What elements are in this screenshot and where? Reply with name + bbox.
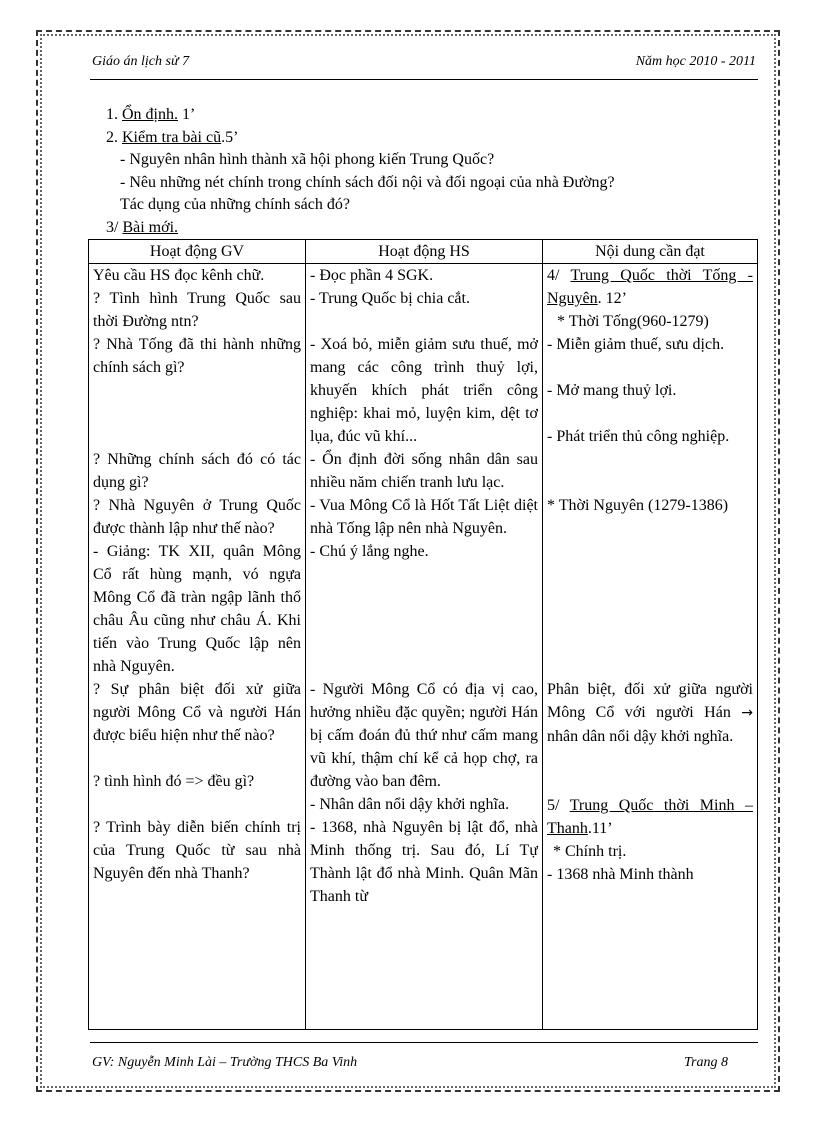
gv-8: ? tình hình đó => đều gì? (93, 773, 255, 790)
header-rule (90, 79, 758, 80)
hs-8: - Nhân dân nổi dậy khởi nghĩa. (310, 796, 510, 813)
table-row (89, 264, 758, 1030)
header-subject: Giáo án lịch sử 7 (92, 54, 190, 69)
student-activity-cell (306, 264, 543, 1030)
stabilize-label: Ổn định. (122, 106, 178, 123)
hs-2: - Trung Quốc bị chia cắt. (310, 290, 470, 307)
header-school-year: Năm học 2010 - 2011 (635, 54, 756, 69)
review-label: Kiểm tra bài cũ (122, 128, 222, 146)
hs-1: - Đọc phần 4 SGK. (310, 267, 434, 284)
new-lesson-label: Bài mới. (122, 218, 179, 236)
col-header-content: Nội dung cần đạt (543, 240, 758, 264)
section-4-heading: 4/ Trung Quốc thời Tống - Nguyên. 12’ (547, 267, 753, 307)
table-header-row (89, 240, 758, 264)
hs-9: - 1368, nhà Nguyên bị lật đổ, nhà Minh thống trị. Sau đó, Lí Tự Thành lật đổ nhà Minh. Quân Mãn Thanh từ (310, 819, 538, 905)
hs-7: - Người Mông Cổ có địa vị cao, hưởng nhiều đặc quyền; người Hán bị cấm đoán đủ thứ như cấm mang vũ khí, thậm chí kể cả họp chợ, ra đường vào ban đêm. (310, 681, 538, 790)
teacher-activity-cell (89, 264, 306, 1030)
hs-6: - Chú ý lắng nghe. (310, 543, 429, 560)
gv-5: ? Nhà Nguyên ở Trung Quốc được thành lập như thế nào? (93, 497, 301, 537)
nd-discrimination: Phân biệt, đối xử giữa người Mông Cổ với người Hán → nhân dân nổi dậy khởi nghĩa. (547, 681, 753, 745)
footer-page-number: Trang 8 (684, 1055, 728, 1070)
gv-4: ? Những chính sách đó có tác dụng gì? (93, 451, 301, 491)
hs-5: - Vua Mông Cổ là Hốt Tất Liệt diệt nhà Tống lập nên nhà Nguyên. (310, 497, 538, 537)
page-header (92, 54, 756, 70)
page-footer (92, 1055, 728, 1071)
intro-item-1: 1. Ổn định. 1’ (106, 106, 196, 123)
lesson-intro (106, 104, 746, 239)
hs-4: - Ổn định đời sống nhân dân sau nhiều năm chiến tranh lưu lạc. (310, 451, 538, 491)
col-header-teacher: Hoạt động GV (89, 240, 306, 264)
gv-3: ? Nhà Tống đã thi hành những chính sách gì? (93, 336, 301, 376)
hs-3: - Xoá bỏ, miễn giảm sưu thuế, mở mang các công trình thuỷ lợi, khuyến khích phát triển công nghiệp: khai mỏ, luyện kim, dệt tơ lụa, đúc vũ khí... (310, 336, 538, 445)
politics-heading: * Chính trị. (553, 843, 627, 860)
review-question-1: - Nguyên nhân hình thành xã hội phong kiến Trung Quốc? (120, 151, 495, 168)
nd-irrigation: - Mở mang thuỷ lợi. (547, 382, 677, 399)
intro-item-2: 2. Kiểm tra bài cũ.5’ (106, 128, 239, 146)
lesson-table (88, 239, 758, 1030)
footer-rule (90, 1042, 758, 1043)
section-5-heading: 5/ Trung Quốc thời Minh – Thanh.11’ (547, 797, 753, 837)
nd-tax: - Miễn giảm thuế, sưu dịch. (547, 336, 725, 353)
footer-teacher: GV: Nguyễn Minh Lài – Trường THCS Ba Vinh (92, 1055, 358, 1070)
gv-9: ? Trình bày diễn biến chính trị của Trung Quốc từ sau nhà Nguyên đến nhà Thanh? (93, 819, 301, 882)
review-question-2b: Tác dụng của những chính sách đó? (120, 196, 350, 213)
gv-7: ? Sự phân biệt đối xử giữa người Mông Cổ và người Hán được biểu hiện như thế nào? (93, 681, 301, 744)
review-question-2: - Nêu những nét chính trong chính sách đối nội và đối ngoại của nhà Đường? (120, 173, 615, 191)
intro-item-3: 3/ Bài mới. (106, 218, 179, 236)
nd-industry: - Phát triển thủ công nghiệp. (547, 428, 730, 445)
nd-ming: - 1368 nhà Minh thành (547, 866, 694, 883)
song-dynasty-heading: * Thời Tống(960-1279) (557, 313, 709, 330)
gv-2: ? Tình hình Trung Quốc sau thời Đường ntn? (93, 290, 301, 330)
content-cell (543, 264, 758, 1030)
gv-6: - Giảng: TK XII, quân Mông Cổ rất hùng mạnh, vó ngựa Mông Cổ đã tràn ngập lãnh thổ châu Âu cũng như châu Á. Khi tiến vào Trung Quốc lập nên nhà Nguyên. (93, 543, 301, 675)
yuan-dynasty-heading: * Thời Nguyên (1279-1386) (547, 497, 729, 514)
col-header-student: Hoạt động HS (306, 240, 543, 264)
arrow-icon: → (741, 705, 753, 721)
gv-1: Yêu cầu HS đọc kênh chữ. (93, 267, 265, 284)
